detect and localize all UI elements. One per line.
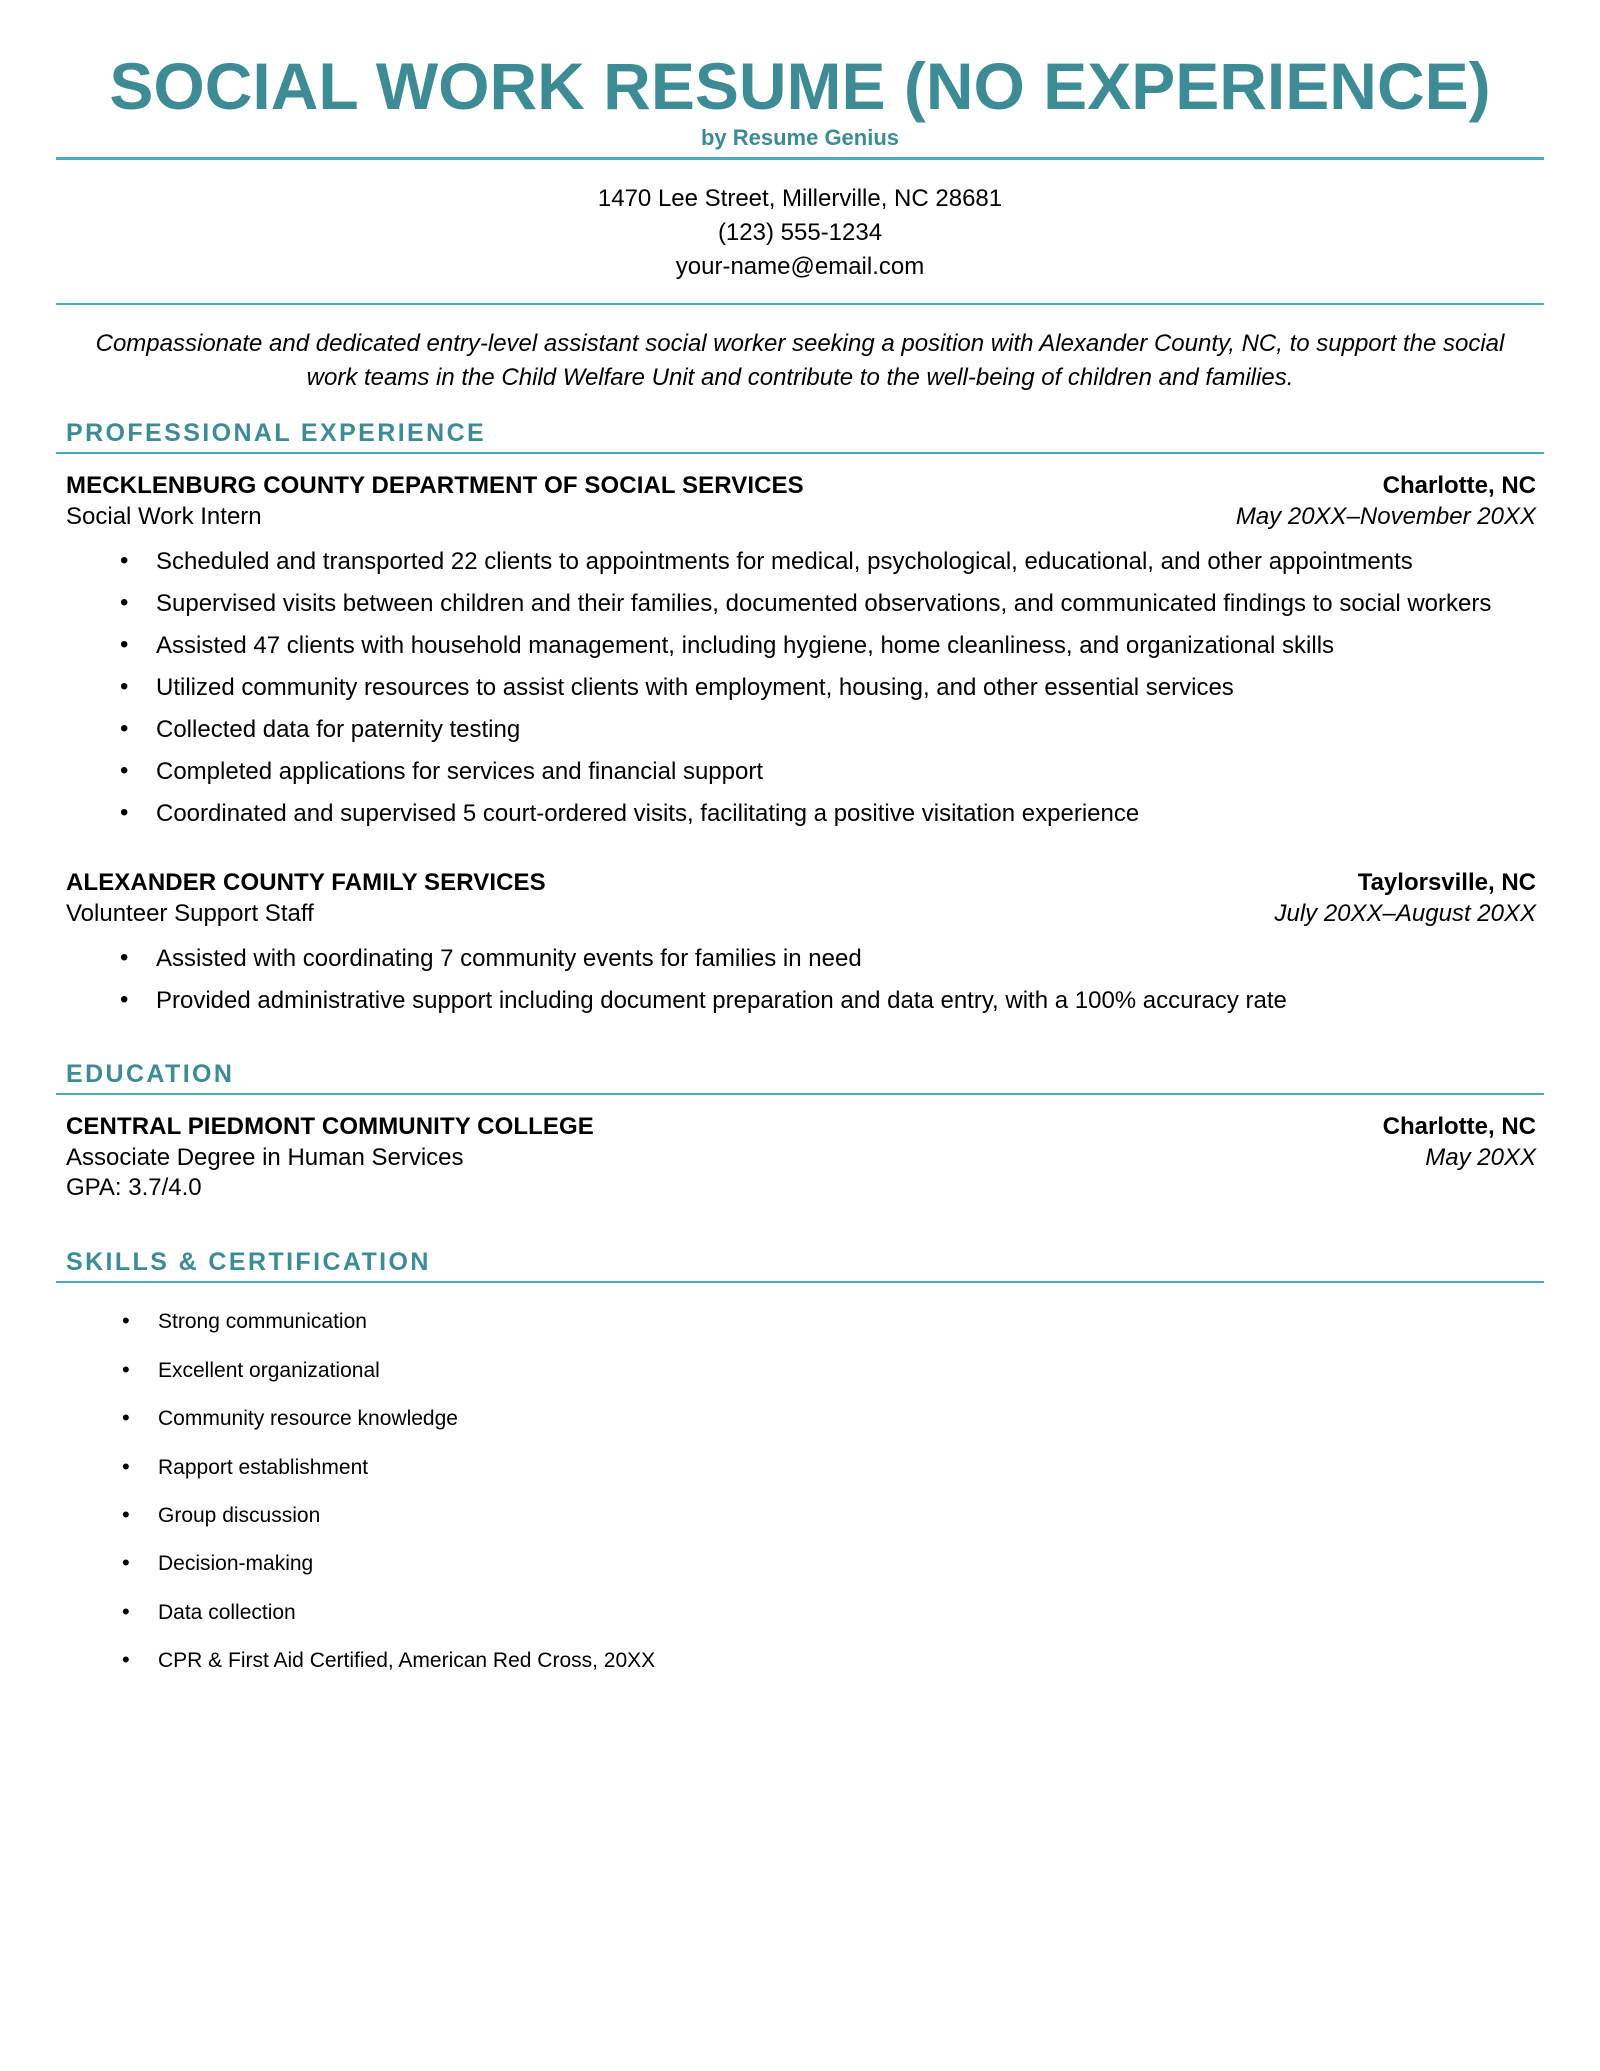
graduation-date: May 20XX [1425,1144,1536,1172]
school-name: CENTRAL PIEDMONT COMMUNITY COLLEGE [66,1113,594,1141]
byline: by Resume Genius [700,125,900,151]
list-item: • Group discussion [116,1501,1536,1530]
section-education [56,1060,1544,1202]
job-dates: July 20XX–August 20XX [1274,900,1536,928]
employer-name: MECKLENBURG COUNTY DEPARTMENT OF SOCIAL SERVICES [66,471,804,499]
section-heading-education: EDUCATION [66,1060,235,1089]
experience-entry [56,472,1544,832]
job-bullet-list [56,942,1544,1018]
school-location: Charlotte, NC [1382,1113,1536,1141]
employer-name: ALEXANDER COUNTY FAMILY SERVICES [66,869,546,897]
education-entry [56,1113,1544,1202]
degree-name: Associate Degree in Human Services [66,1144,464,1172]
section-heading-experience: PROFESSIONAL EXPERIENCE [66,418,487,447]
education-extra [56,1174,1544,1202]
list-item: • Utilized community resources to assist clients with employment, housing, and other essential services [114,671,1536,705]
list-item: • Completed applications for services and financial support [114,755,1536,789]
gpa-value: GPA: 3.7/4.0 [66,1174,202,1202]
list-item: • Community resource knowledge [116,1404,1536,1433]
list-item: • Data collection [116,1598,1536,1627]
section-divider-skills [56,1281,1544,1283]
professional-summary: Compassionate and dedicated entry-level assistant social worker seeking a position with Alexander County, NC, to support the social work teams in the Child Welfare Unit and contribute to the well-being of children and families. [95,329,1505,391]
experience-entries [56,454,1544,1019]
contact-email: your-name@email.com [675,253,925,281]
skills-list [56,1307,1544,1675]
list-item: • Rapport establishment [116,1453,1536,1482]
education-entries [56,1095,1544,1202]
contact-phone: (123) 555-1234 [717,219,883,247]
page-title: SOCIAL WORK RESUME (NO EXPERIENCE) [109,49,1491,123]
job-title: Volunteer Support Staff [66,900,314,928]
list-item: • Assisted with coordinating 7 community events for families in need [114,942,1536,976]
job-dates: May 20XX–November 20XX [1235,502,1536,530]
list-item: • Coordinated and supervised 5 court-ordered visits, facilitating a positive visitation experience [114,797,1536,831]
list-item: • Decision-making [116,1549,1536,1578]
list-item: • Scheduled and transported 22 clients to appointments for medical, psychological, educational, and other appointments [114,545,1536,579]
section-skills-certification [56,1248,1544,1675]
experience-entry-header [56,869,1544,897]
list-item: • Excellent organizational [116,1356,1536,1385]
list-item: • CPR & First Aid Certified, American Red Cross, 20XX [116,1646,1536,1675]
contact-block [56,160,1544,302]
contact-address: 1470 Lee Street, Millerville, NC 28681 [597,185,1003,213]
list-item: • Strong communication [116,1307,1536,1336]
experience-entry-subheader [56,503,1544,531]
section-professional-experience [56,419,1544,1019]
resume-header [56,49,1544,305]
employer-location: Taylorsville, NC [1357,869,1536,897]
section-heading-skills: SKILLS & CERTIFICATION [66,1248,431,1277]
experience-entry [56,869,1544,1018]
list-item: • Provided administrative support including document preparation and data entry, with a 100% accuracy rate [114,984,1536,1018]
employer-location: Charlotte, NC [1382,471,1536,499]
list-item: • Assisted 47 clients with household management, including hygiene, home cleanliness, and organizational skills [114,629,1536,663]
education-entry-header [56,1113,1544,1141]
list-item: • Collected data for paternity testing [114,713,1536,747]
list-item: • Supervised visits between children and their families, documented observations, and communicated findings to social workers [114,587,1536,621]
education-entry-subheader [56,1144,1544,1172]
experience-entry-header [56,472,1544,500]
job-bullet-list [56,545,1544,832]
job-title: Social Work Intern [66,502,262,530]
experience-entry-subheader [56,900,1544,928]
